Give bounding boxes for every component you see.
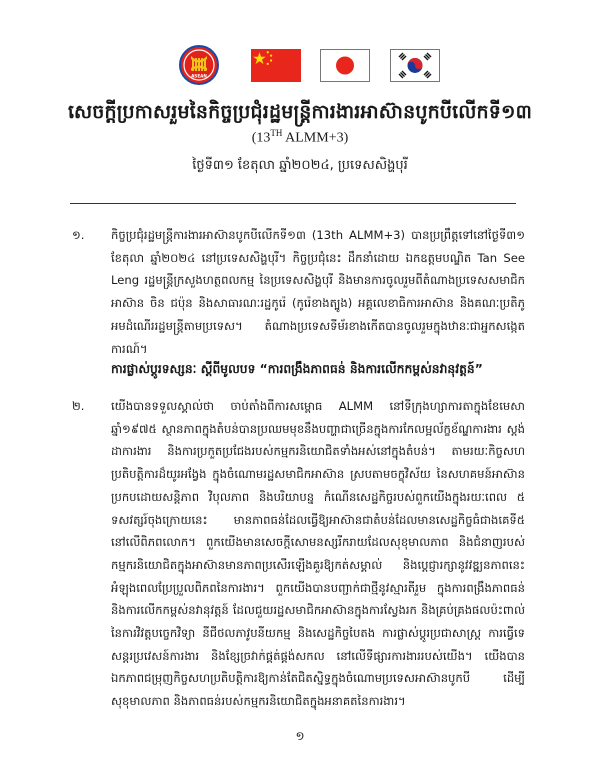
paragraph-text: យើងបានទទួលស្គាល់ថា ចាប់តាំងពីការសម្ពោធ ALMM នៅទីក្រុងហ្សាការតាក្នុងខែមេសា ឆ្នាំ១៩៧៥ ស្ថានភាពក្នុងតំបន់បានប្រឈមមុខនឹងបញ្ហាជាច្រើនក្នុងការកែលម្អល័ក្ខខ័ណ្ឌការងារ ស្តង់ដាការងារ និងការប្រកួតប្រជែងរបស់កម្មករនិយោជិតទាំងអស់នៅក្នុងតំបន់។ តាមរយៈកិច្ចសហប្រតិបត្តិការដ៏យូរអង្វែង ក្នុងចំណោមរដ្ឋសមាជិកអាស៊ាន ស្របតាមចក្ខុវិស័យ នៃសហគមន៍អាស៊ានប្រកបដោយសន្តិភាព វិបុលភាព និងបរិយាបន្ន កំណើនសេដ្ឋកិច្ចរបស់ពួកយើងក្នុងរយៈពេល ៥ ទសវត្សរ៍ចុងក្រោយនេះ មានភាពធន់ដែលធ្វើឱ្យអាស៊ានជាតំបន់ដែលមានសេដ្ឋកិច្ចធំជាងគេទី៥ នៅលើពិភពលោក។ ពួកយើងមានសេចក្តីសោមនស្សរីករាយដែលសុខុមាលភាព និងជំនាញរបស់កម្មករនិយោជិតក្នុងអាស៊ានមានភាពប្រសើរឡើងគួរឱ្យកត់សម្គាល់ និងប្តេជ្ញារក្សានូវវឌ្ឍនភាពនេះ អំឡុងពេលប្រែប្រួលពិភពនៃការងារ។ ពួកយើងបានបញ្ជាក់ជាថ្មីនូវស្មារតីរួម ក្នុងការពង្រឹងភាពធន់ និងការលើកកម្ពស់នវានុវត្តន៍ ដែលជួយរដ្ឋសមាជិកអាស៊ានក្នុងការស្វែងរក និងគ្រប់គ្រងផលប៉ះពាល់នៃការវិវត្តបច្ចេកវិទ្យា នីជីថលភាវូបនីយកម្ម និងសេដ្ឋកិច្ចបៃតង ការផ្លាស់ប្តូរប្រជាសាស្ត្រ ការធ្វើទេសន្តរប្រវេសន៍ការងារ និងខ្សែច្រវាក់ផ្គត់ផ្គង់សកល នៅលើទីផ្សារការងាររបស់យើង។ យើងបានឯកភាពជម្រុញកិច្ចសហប្រតិបត្តិការឱ្យកាន់តែជិតស្និទ្ធក្នុងចំណោមប្រទេសអាស៊ានបូកបី ដើម្បីសុខុមាលភាព និងភាពធន់របស់កម្មករនិយោជិតក្នុងអនាគតនៃការងារ។: [111, 399, 525, 709]
svg-text:ASEAN: ASEAN: [191, 73, 207, 79]
member-flags: [177, 46, 437, 86]
subtitle-prefix: (13: [251, 130, 271, 146]
page-number: ១: [295, 729, 305, 743]
dateline: ថ្ងៃទី៣១ ខែតុលា ឆ្នាំ២០២៤, ប្រទេសសិង្ហបុរី: [192, 158, 408, 173]
subtitle-superscript: TH: [270, 128, 283, 138]
paragraph-number: ១.: [72, 228, 85, 242]
japan-flag-icon: [320, 49, 370, 82]
paragraph-2: [63, 395, 525, 713]
china-flag-icon: [251, 49, 301, 82]
paragraph-number: ២.: [72, 399, 85, 413]
subtitle-suffix: ALMM+3): [282, 130, 349, 146]
document-subtitle: [0, 128, 600, 147]
paragraph-1: [63, 224, 525, 360]
header-divider: [70, 203, 516, 204]
south-korea-flag-icon: [390, 49, 440, 82]
document-title: សេចក្តីប្រកាសរួមនៃកិច្ចប្រជុំរដ្ឋមន្ត្រីការងារអាស៊ានបូកបីលើកទី១៣: [67, 101, 533, 123]
section-heading: ការផ្លាស់ប្តូរទស្សនៈ ស្តីពីមូលបទ “ការពង្រឹងភាពធន់ និងការលើកកម្ពស់នវានុវត្តន៍”: [111, 362, 483, 376]
paragraph-text: កិច្ចប្រជុំរដ្ឋមន្ត្រីការងារអាស៊ានបូកបីលើកទី១៣ (13th ALMM+3) បានប្រព្រឹត្តទៅនៅថ្ងៃទី៣១ ខែតុលា ឆ្នាំ២០២៤ នៅប្រទេសសិង្ហបុរី។ កិច្ចប្រជុំនេះ ដឹកនាំដោយ ឯកឧត្តមបណ្ឌិត Tan See Leng រដ្ឋមន្ត្រីក្រសួងហត្ថពលកម្ម នៃប្រទេសសិង្ហបុរី និងមានការចូលរួមពីតំណាងប្រទេសសមាជិកអាស៊ាន ចិន ជប៉ុន និងសាធារណៈរដ្ឋកូរ៉េ (កូរ៉េខាងត្បូង) អគ្គលេខាធិការអាស៊ាន និងគណៈប្រតិភូអមដំណើររដ្ឋមន្ត្រីតាមប្រទេស។ តំណាងប្រទេសទីម័រខាងកើតបានចូលរួមក្នុងឋានៈជាអ្នកសង្កេតការណ៍។: [111, 228, 525, 356]
asean-emblem-icon: [179, 45, 219, 85]
